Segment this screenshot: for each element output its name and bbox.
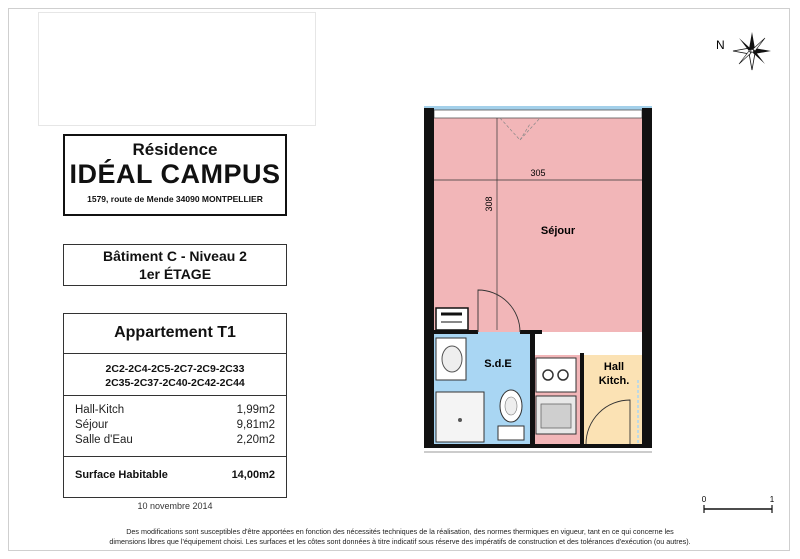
apartment-codes-line1: 2C2-2C4-2C5-2C7-2C9-2C33 <box>105 363 245 375</box>
scale-bar <box>702 495 775 513</box>
area-label: Séjour <box>75 419 109 431</box>
storage-cabinet <box>436 308 468 330</box>
residence-label: Résidence <box>132 140 218 159</box>
apartment-title: Appartement T1 <box>114 324 236 341</box>
area-value: 2,20m2 <box>236 434 275 446</box>
height-dimension: 308 <box>484 196 494 212</box>
sde-right-wall <box>530 330 535 444</box>
toilet-tank <box>498 426 524 440</box>
residence-name: IDÉAL CAMPUS <box>69 159 281 189</box>
room-label-kitch: Kitch. <box>598 375 630 387</box>
disclaimer-line2: dimensions libres que l'équipement choisi. Les surfaces et les côtes sont données à titre indicatif sous réserve des impératifs de construction et des tolérances d'exécution (ou autres). <box>109 536 691 546</box>
disclaimer-line1: Des modifications sont susceptibles d'être apportées en fonction des nécessités techniques de la réalisation, des normes thermiques en vigueur, tant en ce qui concerne les <box>126 527 674 536</box>
apartment-codes-line2: 2C35-2C37-2C40-2C42-2C44 <box>105 377 245 389</box>
area-value: 9,81m2 <box>236 419 275 431</box>
cooktop-icon <box>536 358 576 392</box>
area-label: Hall-Kitch <box>75 404 125 416</box>
scale-zero: 0 <box>701 495 707 504</box>
building-level: Bâtiment C - Niveau 2 <box>103 248 247 264</box>
kitchen-partition <box>580 353 584 444</box>
room-label-sde: S.d.E <box>484 358 512 370</box>
bottom-wall <box>424 444 652 448</box>
room-label-sejour: Séjour <box>540 225 576 237</box>
sejour-floor <box>434 118 642 332</box>
scale-one: 1 <box>769 495 775 504</box>
window-frame <box>424 106 652 110</box>
shower-tray-icon <box>436 392 484 442</box>
room-label-hall: Hall <box>603 361 625 373</box>
building-floor: 1er ÉTAGE <box>138 266 212 282</box>
total-label: Surface Habitable <box>75 469 168 481</box>
total-value: 14,00m2 <box>231 469 275 481</box>
area-value: 1,99m2 <box>236 404 275 416</box>
window <box>434 110 642 118</box>
north-compass-icon <box>716 32 771 70</box>
north-label: N <box>716 38 725 52</box>
area-label: Salle d'Eau <box>75 434 133 446</box>
right-wall <box>642 108 652 448</box>
plan-date: 10 novembre 2014 <box>137 501 213 511</box>
width-dimension: 305 <box>530 168 546 178</box>
left-wall <box>424 108 434 448</box>
residence-address: 1579, route de Mende 34090 MONTPELLIER <box>87 194 263 204</box>
